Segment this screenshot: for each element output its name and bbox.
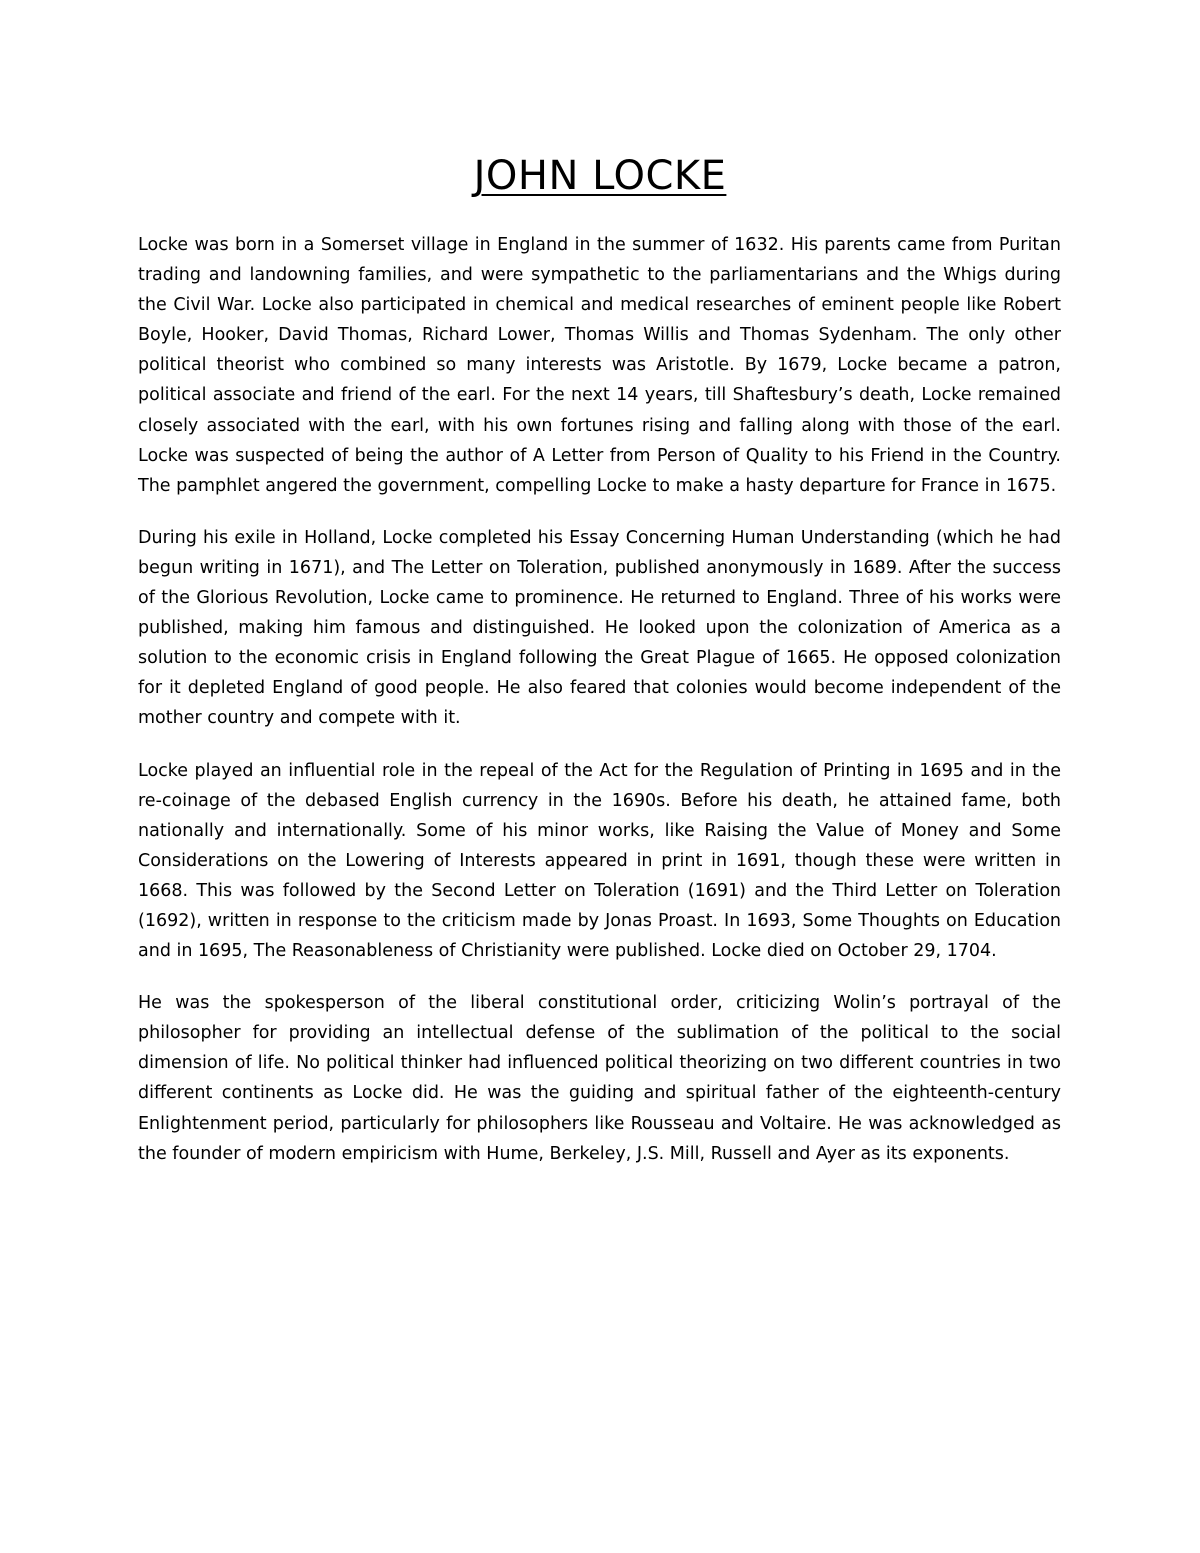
paragraph-exile-holland: During his exile in Holland, Locke completed his Essay Concerning Human Understanding (which he had begun writing in 1671), and The Letter on Toleration, published anonymously in 1689. After the success of the Glorious Revolution, Locke came to prominence. He returned to England. Three of his works were published, making him famous and distinguished. He looked upon the colonization of America as a solution to the economic crisis in England following the Great Plague of 1665. He opposed colonization for it depleted England of good people. He also feared that colonies would become independent of the mother country and compete with it.: [138, 527, 1061, 729]
document-body: [138, 230, 1061, 1191]
paragraph-early-life: Locke was born in a Somerset village in England in the summer of 1632. His parents came from Puritan trading and landowning families, and were sympathetic to the parliamentarians and the Whigs during the Civil War. Locke also participated in chemical and medical researches of eminent people like Robert Boyle, Hooker, David Thomas, Richard Lower, Thomas Willis and Thomas Sydenham. The only other political theorist who combined so many interests was Aristotle. By 1679, Locke became a patron, political associate and friend of the earl. For the next 14 years, till Shaftesbury’s death, Locke remained closely associated with the earl, with his own fortunes rising and falling along with those of the earl. Locke was suspected of being the author of A Letter from Person of Quality to his Friend in the Country. The pamphlet angered the government, compelling Locke to make a hasty departure for France in 1675.: [138, 235, 1061, 496]
document-title: JOHN LOCKE: [473, 153, 727, 199]
paragraph-later-works: Locke played an influential role in the repeal of the Act for the Regulation of Printing in 1695 and in the re-coinage of the debased English currency in the 1690s. Before his death, he attained fame, both nationally and internationally. Some of his minor works, like Raising the Value of Money and Some Considerations on the Lowering of Interests appeared in print in 1691, though these were written in 1668. This was followed by the Second Letter on Toleration (1691) and the Third Letter on Toleration (1692), written in response to the criticism made by Jonas Proast. In 1693, Some Thoughts on Education and in 1695, The Reasonableness of Christianity were published. Locke died on October 29, 1704.: [138, 760, 1061, 962]
paragraph-legacy: He was the spokesperson of the liberal constitutional order, criticizing Wolin’s portrayal of the philosopher for providing an intellectual defense of the sublimation of the political to the social dimension of life. No political thinker had influenced political theorizing on two different countries in two different continents as Locke did. He was the guiding and spiritual father of the eighteenth-century Enlightenment period, particularly for philosophers like Rousseau and Voltaire. He was acknowledged as the founder of modern empiricism with Hume, Berkeley, J.S. Mill, Russell and Ayer as its exponents.: [138, 993, 1061, 1164]
